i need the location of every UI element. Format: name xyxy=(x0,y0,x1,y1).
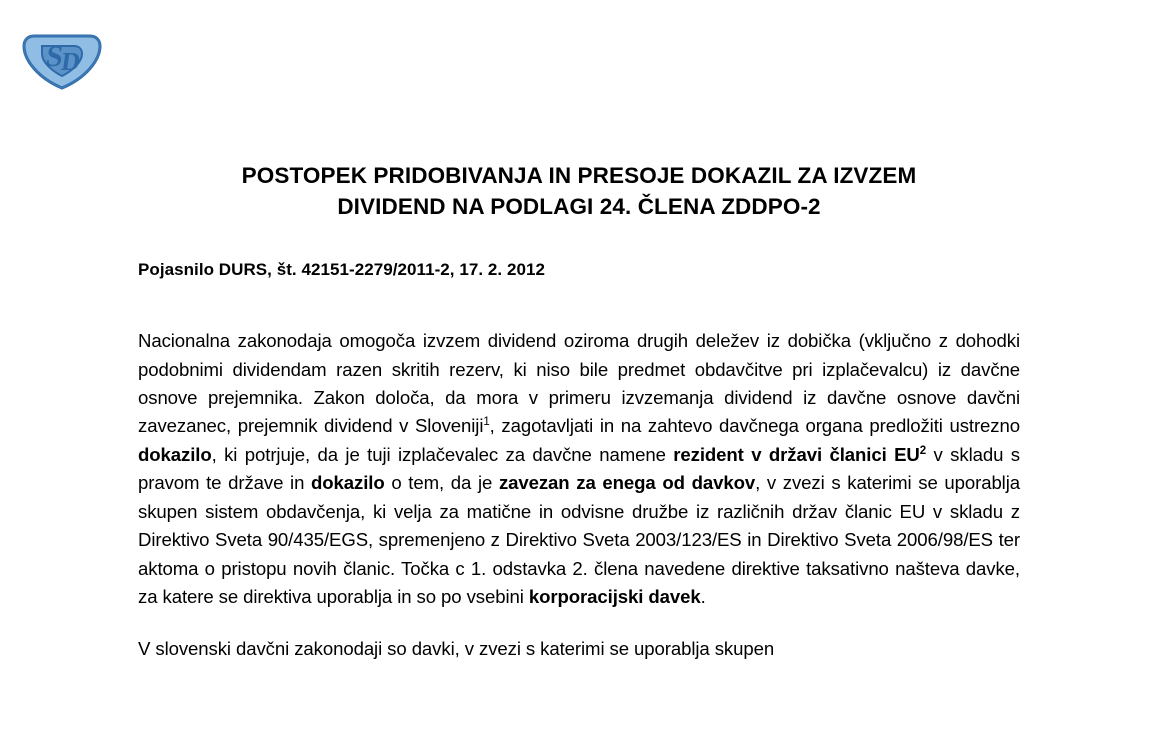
footnote-marker: 1 xyxy=(483,416,490,429)
page-title-line-2: DIVIDEND NA PODLAGI 24. ČLENA ZDDPO-2 xyxy=(337,194,821,220)
paragraph: Nacionalna zakonodaja omogoča izvzem dividend oziroma drugih deležev iz dobička (vključno z dohodki podobnimi dividendam razen skritih rezerv, ki niso bile predmet obdavčitve pri izplačevalcu) iz davčne osnove prejemnika. Zakon določa, da mora v primeru izvzemanja dividend iz davčne osnove davčni zavezanec, prejemnik dividend v Sloveniji$^1$, zagotavljati in na zahtevo davčnega organa predložiti ustrezno dokazilo, ki potrjuje, da je tuji izplačevalec za davčne namene rezident v državi članici $EU^2$ v skladu s pravom te države in dokazilo o tem, da je zavezan za enega od davkov, v zvezi s katerimi se uporablja skupen sistem obdavčenja, ki velja za matične in odvisne družbe iz različnih držav članic EU v skladu z Direktivo Sveta 90/435/EGS, spremenjeno z Direktivo Sveta 2003/123/ES in Direktivo Sveta 2006/98/ES ter aktoma o pristopu novih članic. Točka c 1. odstavka 2. člena navedene direktive taksativno našteva davke, za katere se direktiva uporablja in so po vsebini korporacijski davek. xyxy=(138,330,1020,608)
page-title xyxy=(138,160,1020,222)
svg-text:D: D xyxy=(59,47,83,76)
emphasis-text: dokazilo xyxy=(138,443,212,465)
paragraph: V slovenski davčni zakonodaji so davki, v zvezi s katerimi se uporablja skupen xyxy=(138,638,775,660)
document-content xyxy=(138,160,1020,664)
document-reference-subtitle: Pojasnilo DURS, št. 42151-2279/2011-2, 17. 2. 2012 xyxy=(138,260,545,280)
document-body xyxy=(138,280,1020,664)
emphasis-text: zavezan za enega od davkov xyxy=(498,472,756,494)
emphasis-text xyxy=(920,444,926,465)
svg-text:S: S xyxy=(43,39,66,73)
durs-shield-logo-icon xyxy=(20,30,102,92)
emphasis-text: dokazilo xyxy=(311,472,385,494)
emphasis-text: rezident v državi članici EU xyxy=(673,443,920,465)
footnote-marker: 2 xyxy=(919,444,927,457)
page-title-line-1: POSTOPEK PRIDOBIVANJA IN PRESOJE DOKAZIL ZA IZVZEM xyxy=(241,163,917,188)
emphasis-text: korporacijski davek xyxy=(528,586,701,608)
